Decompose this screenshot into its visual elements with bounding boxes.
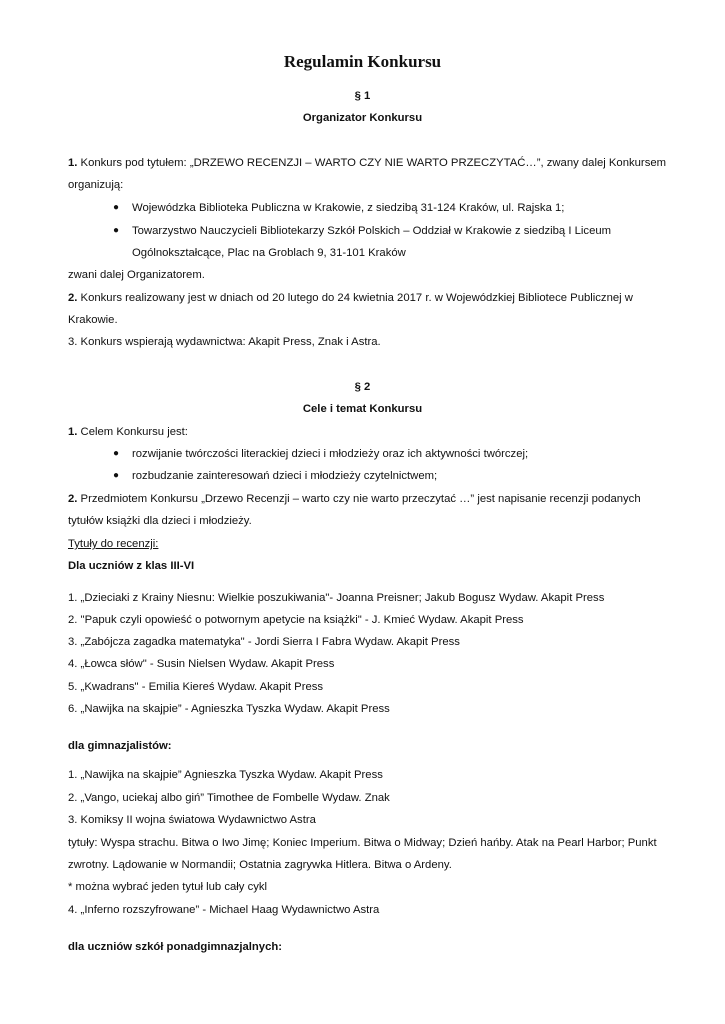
bullet-icon: ● [113,448,120,459]
s2-paragraph-2-line-1 [68,492,641,506]
organizer-1: Wojewódzka Biblioteka Publiczna w Krakowie, z siedzibą 31-124 Kraków, ul. Rajska 1; [132,202,565,214]
list-item: 2. „Vango, uciekaj albo giń” Timothee de Fombelle Wydaw. Znak [68,792,390,804]
list-item: 3. „Zabójcza zagadka matematyka" - Jordi Sierra I Fabra Wydaw. Akapit Press [68,636,460,648]
goal-2: rozbudzanie zainteresowań dzieci i młodzieży czytelnictwem; [132,470,438,482]
organizer-2-line-2: Ogólnokształcące, Plac na Groblach 9, 31-101 Kraków [132,247,406,259]
bullet-icon: ● [113,470,120,481]
s1-paragraph-1-line-2: organizują: [68,179,124,191]
s1-p1-number: 1. [68,157,78,169]
s1-paragraph-1-end: zwani dalej Organizatorem. [68,269,205,281]
bullet-icon: ● [113,202,120,213]
s2-p1-text: Celem Konkursu jest: [77,426,188,438]
s1-paragraph-1-line-1 [68,156,666,170]
s2-p2-number: 2. [68,493,78,505]
s1-paragraph-3: 3. Konkurs wspierają wydawnictwa: Akapit Press, Znak i Astra. [68,336,381,348]
s1-p2-text: Konkurs realizowany jest w dniach od 20 lutego do 24 kwietnia 2017 r. w Wojewódzkiej Bibliotece Publicznej w [77,292,633,304]
list-item: 1. „Dzieciaki z Krainy Niesnu: Wielkie poszukiwania"- Joanna Preisner; Jakub Bogusz Wydaw. Akapit Press [68,592,605,604]
list-item: 6. „Nawijka na skajpie” - Agnieszka Tyszka Wydaw. Akapit Press [68,703,390,715]
list-item: 2. "Papuk czyli opowieść o potwornym apetycie na książki" - J. Kmieć Wydaw. Akapit Press [68,614,524,626]
group-2-heading: dla gimnazjalistów: [68,740,172,752]
goal-1: rozwijanie twórczości literackiej dzieci i młodzieży oraz ich aktywności twórczej; [132,448,529,460]
s1-p1-text: Konkurs pod tytułem: „DRZEWO RECENZJI – WARTO CZY NIE WARTO PRZECZYTAĆ…”, zwany dalej Konkursem [77,157,667,169]
list-item: 5. „Kwadrans" - Emilia Kiereś Wydaw. Akapit Press [68,681,324,693]
s2-paragraph-1 [68,425,188,439]
group-3-heading: dla uczniów szkół ponadgimnazjalnych: [68,941,283,953]
document-title: Regulamin Konkursu [283,52,442,71]
list-item: * można wybrać jeden tytuł lub cały cykl [68,881,268,893]
list-item: 4. „Łowca słów" - Susin Nielsen Wydaw. Akapit Press [68,658,335,670]
section-2-heading: Cele i temat Konkursu [302,403,423,415]
titles-label: Tytuły do recenzji: [68,538,159,550]
section-1-sign: § 1 [354,90,371,102]
s1-paragraph-2-line-2: Krakowie. [68,314,118,326]
section-1-heading: Organizator Konkursu [302,112,423,124]
list-item: 4. „Inferno rozszyfrowane” - Michael Haag Wydawnictwo Astra [68,904,380,916]
group-1-heading: Dla uczniów z klas III-VI [68,560,195,572]
list-item: 1. „Nawijka na skajpie” Agnieszka Tyszka Wydaw. Akapit Press [68,769,383,781]
section-2-sign: § 2 [354,381,371,393]
organizer-2-line-1: Towarzystwo Nauczycieli Bibliotekarzy Szkół Polskich – Oddział w Krakowie z siedzibą I Liceum [132,225,612,237]
s2-p1-number: 1. [68,426,78,438]
list-item: zwrotny. Lądowanie w Normandii; Ostatnia zagrywka Hitlera. Bitwa o Ardeny. [68,859,452,871]
s2-paragraph-2-line-2: tytułów książki dla dzieci i młodzieży. [68,515,252,527]
list-item: 3. Komiksy II wojna światowa Wydawnictwo Astra [68,814,316,826]
s1-p2-number: 2. [68,292,78,304]
bullet-icon: ● [113,225,120,236]
s2-p2-text: Przedmiotem Konkursu „Drzewo Recenzji – warto czy nie warto przeczytać …” jest napisanie recenzji podanych [77,493,641,505]
s1-paragraph-2-line-1 [68,291,633,305]
list-item: tytuły: Wyspa strachu. Bitwa o Iwo Jimę; Koniec Imperium. Bitwa o Midway; Dzień hańby. Atak na Pearl Harbor; Punkt [68,837,657,849]
